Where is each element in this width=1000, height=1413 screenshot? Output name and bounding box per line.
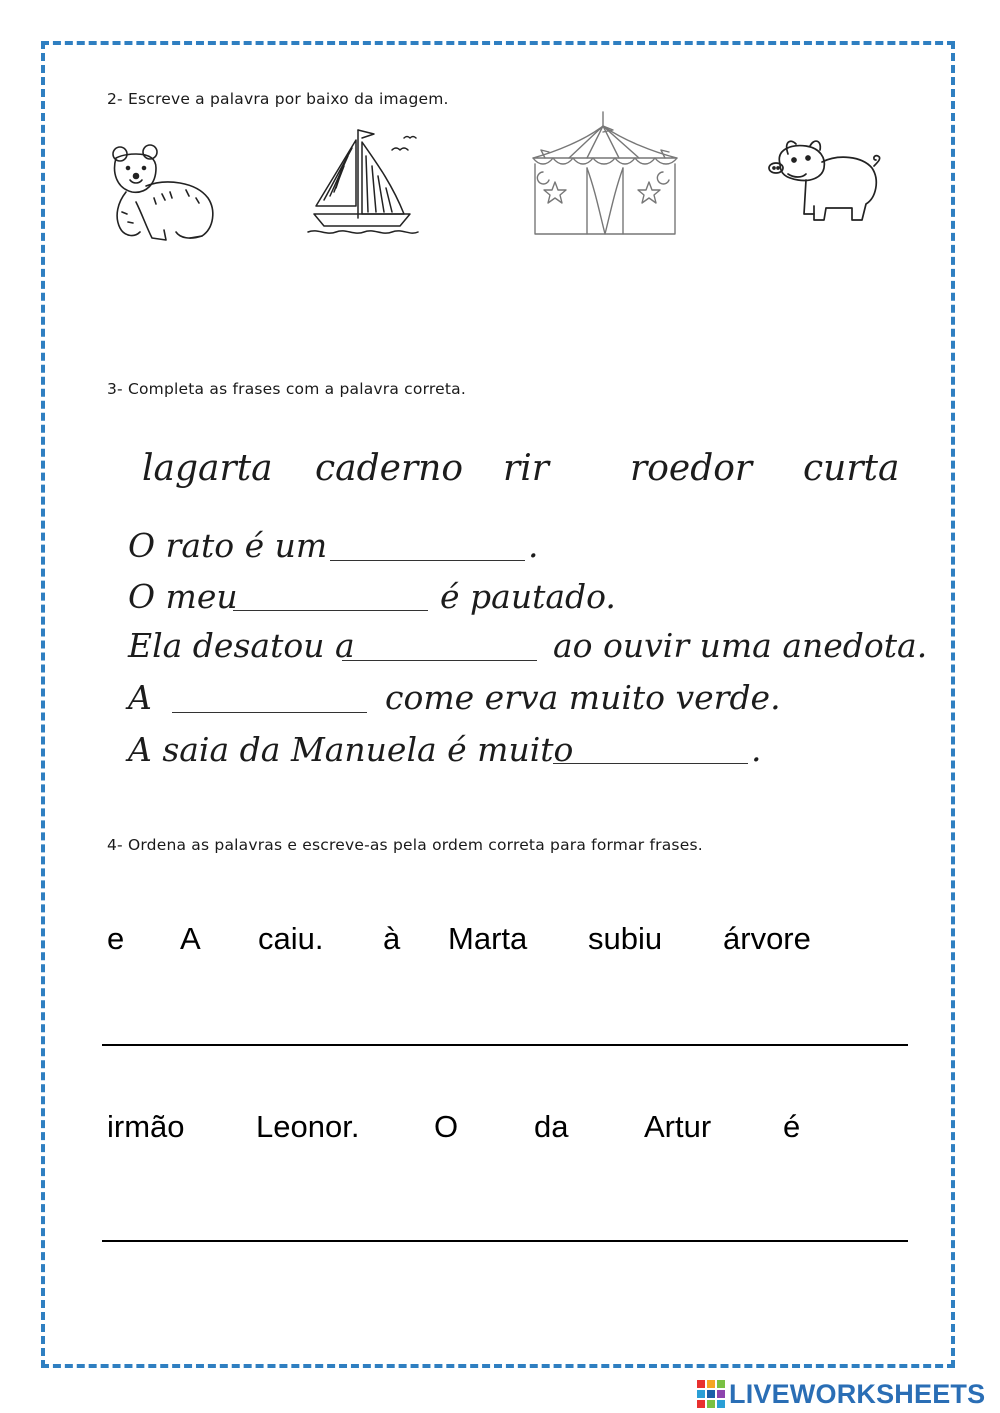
instruction-2: 2- Escreve a palavra por baixo da imagem. <box>107 90 449 108</box>
sailboat-icon <box>306 122 422 240</box>
sentence-4-start: A <box>128 678 152 717</box>
sentence-5-blank[interactable] <box>553 763 748 764</box>
scrambled-word: é <box>783 1109 801 1144</box>
word-bank-lagarta: lagarta <box>142 448 273 489</box>
scrambled-word: O <box>434 1109 459 1144</box>
sentence-1-end: . <box>528 526 539 565</box>
scrambled-word: caiu. <box>258 921 324 956</box>
scrambled-word: Artur <box>644 1109 712 1144</box>
sentence-3-start: Ela desatou a <box>128 626 355 665</box>
bear-icon <box>106 142 218 246</box>
sentence-1-blank[interactable] <box>330 560 525 561</box>
scrambled-word: e <box>107 921 125 956</box>
logo-text: LIVEWORKSHEETS <box>729 1378 986 1409</box>
sentence-5-end: . <box>751 730 762 769</box>
word-bank-roedor: roedor <box>630 448 753 489</box>
sentence-4-end: come erva muito verde. <box>385 678 781 717</box>
sentence-1-start: O rato é um <box>128 526 328 565</box>
instruction-4: 4- Ordena as palavras e escreve-as pela ordem correta para formar frases. <box>107 836 703 854</box>
scrambled-word: à <box>383 921 401 956</box>
scrambled-word: Leonor. <box>256 1109 360 1144</box>
answer-line-2[interactable] <box>102 1240 908 1242</box>
logo-mark-icon <box>697 1380 725 1408</box>
answer-line-1[interactable] <box>102 1044 908 1046</box>
liveworksheets-logo[interactable] <box>697 1378 985 1410</box>
word-bank-caderno: caderno <box>315 448 464 489</box>
scrambled-word: da <box>534 1109 569 1144</box>
sentence-3-blank[interactable] <box>342 660 537 661</box>
sentence-4-blank[interactable] <box>172 712 367 713</box>
scrambled-word: irmão <box>107 1109 185 1144</box>
scrambled-word: árvore <box>723 921 811 956</box>
sentence-5-start: A saia da Manuela é muito <box>128 730 574 769</box>
instruction-3: 3- Completa as frases com a palavra correta. <box>107 380 466 398</box>
pig-icon <box>766 134 882 224</box>
scrambled-word: subiu <box>588 921 663 956</box>
sentence-2-end: é pautado. <box>440 577 616 616</box>
word-bank-curta: curta <box>803 448 900 489</box>
circus-tent-icon <box>525 110 685 238</box>
sentence-3-end: ao ouvir uma anedota. <box>553 626 928 665</box>
word-bank-rir: rir <box>503 448 549 489</box>
scrambled-word: A <box>180 921 201 956</box>
sentence-2-blank[interactable] <box>233 610 428 611</box>
scrambled-word: Marta <box>448 921 528 956</box>
sentence-2-start: O meu <box>128 577 238 616</box>
